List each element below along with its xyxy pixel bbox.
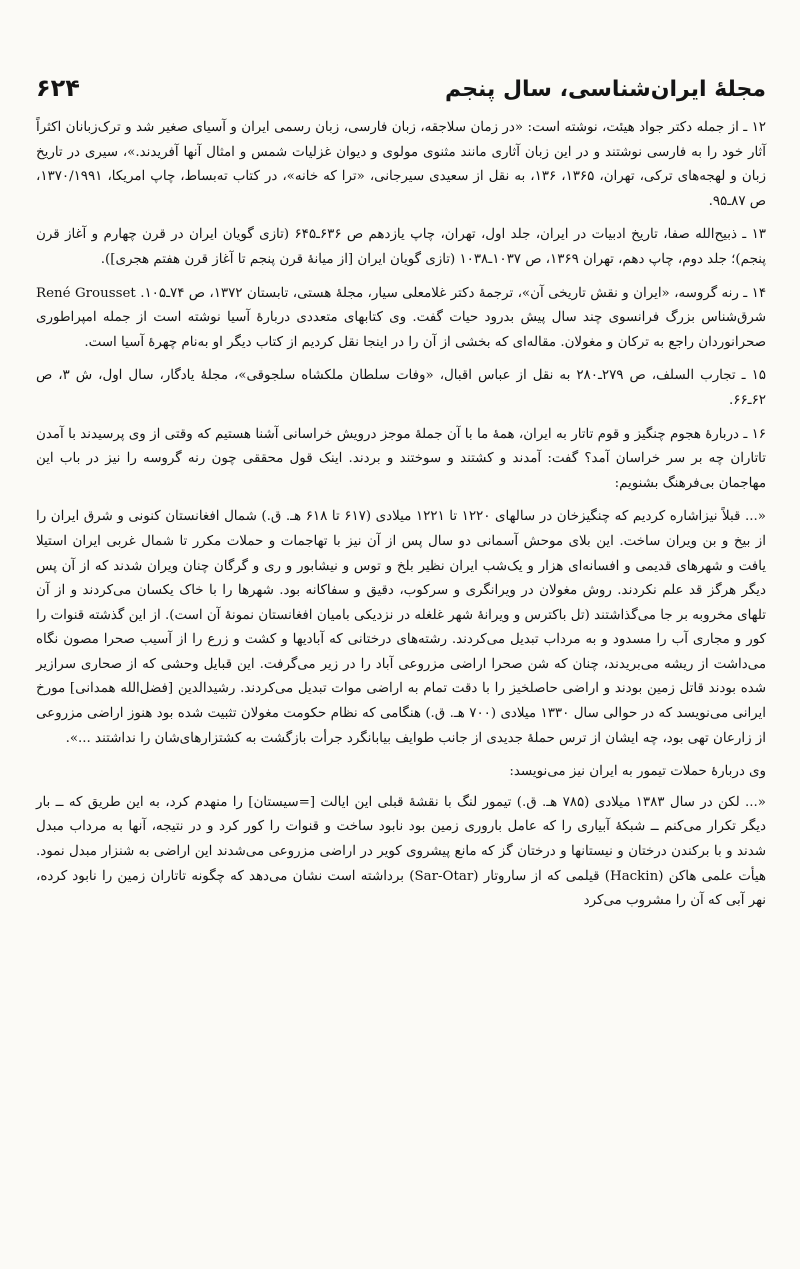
note-13: ۱۳ ـ ذبیح‌الله صفا، تاریخ ادبیات در ایران، جلد اول، تهران، چاپ یازدهم ص ۶۳۶ـ۶۴۵ (تازی گویان ایران در قرن چهارم و آغاز قرن پنجم)؛ جلد دوم، چاپ دهم، تهران ۱۳۶۹، ص ۱۰۳۷ـ۱۰۳۸ (تازی گویان ایران [از میانهٔ قرن پنجم تا آغاز قرن هفتم هجری]). bbox=[36, 227, 766, 267]
grousset-quote-1: «... قبلاً نیزاشاره کردیم که چنگیزخان در سالهای ۱۲۲۰ تا ۱۲۲۱ میلادی (۶۱۷ تا ۶۱۸ هـ. ق.) شمال افغانستان کنونی و شرق ایران را از بیخ و بن ویران ساخت. این بلای موحش آسمانی دو سال پس از آن نیز با تهاجمات و حملات مکرر تا شمال غربی ایران استیلا یافت و شهرهای قدیمی و افسانه‌ای هزار و یک‌شب ایران نظیر بلخ و توس و نیشابور و ری و گرگان چنان ویران شدند که از آن پس دیگر هرگز قد علم نکردند. روش مغولان در ویرانگری و سرکوب، دقیق و سفاکانه بود. شهرها را با خاک یکسان می‌کردند و از آن تلهای مخروبه بر جا می‌گذاشتند (تل باکترس و ویرانهٔ شهر غلغله در نزدیکی بامیان افغانستان نمونهٔ آن است). از این گذشته قنوات را کور و مجاری آب را مسدود و به مرداب تبدیل می‌کردند. رشته‌های درختانی که آبادیها و کشت و زرع را از آسیب صحرا مصون نگاه می‌داشت از ریشه می‌بریدند، چنان که شن صحرا اراضی مزروعی آباد را در زیر می‌گرفت. این قبایل وحشی که از صحاری سرازیر شده بودند قاتل زمین بودند و اراضی حاصلخیز را با دقت تمام به اراضی موات تبدیل می‌کردند. رشیدالدین [فضل‌الله همدانی] مورخ ایرانی می‌نویسد که در حوالی سال ۱۳۳۰ میلادی (۷۰۰ هـ. ق.) هنگامی که نظام حکومت مغولان تثبیت شده بود هنوز اراضی مزروعی از زارعان تهی بود، چه ایشان از ترس حملهٔ جدیدی از جانب طوایف بیابانگرد جرأت بازگشت به کشتزارهای‌شان را نداشتند ...». bbox=[36, 509, 766, 746]
grousset-quote-2: «... لکن در سال ۱۳۸۳ میلادی (۷۸۵ هـ. ق.) تیمور لنگ با نقشهٔ قبلی این ایالت [=سیستان] را منهدم کرد، به این طریق که ــ بار دیگر تکرار می‌کنم ــ شبکهٔ آبیاری را که عامل باروری زمین بود نابود ساخت و قنوات را کور کرد و در نتیجه، آنها به مرداب مبدل شدند و با برکندن درختان و نیستانها و درختان گز که مانع پیشروی کویر در اراضی مزروعی می‌شدند این اراضی به شنزار مبدل نمود. هیأت علمی هاکن (Hackin) قیلمی که از ساروتار (Sar-Otar) برداشته است نشان می‌دهد که چگونه تاتاران زمین را نابود کرده، نهر آبی که آن را مشروب می‌کرد bbox=[36, 794, 766, 909]
note-12: ۱۲ ـ از جمله دکتر جواد هیئت، نوشته است: «در زمان سلاجقه، زبان فارسی، زبان رسمی ایران و آسیای صغیر شد و ترک‌زبانان اکثراً آثار خود را به فارسی نوشتند و در این زبان آثاری مانند مثنوی مولوی و دیوان غزلیات شمس و امثال آنها آفریدند.»، سیری در تاریخ زبان و لهجه‌های ترکی، تهران، ۱۳۶۵، ۱۳۶، به نقل از سعیدی سیرجانی، «ترا که خانه»، در کتاب ته‌بساط، چاپ امریکا، ۱۳۷۰/۱۹۹۱، ص ۸۷ـ۹۵. bbox=[36, 120, 766, 209]
note-16: ۱۶ ـ دربارهٔ هجوم چنگیز و قوم تاتار به ایران، همهٔ ما با آن جملهٔ موجز درویش خراسانی آشنا هستیم که وقتی از وی پرسیدند با آمدن تاتاران چه بر سر خراسان آمد؟ گفت: آمدند و کشتند و سوختند و بردند. اینک قول محققی چون رنه گروسه را نیز در باب این مهاجمان بی‌فرهنگ بشنویم: bbox=[36, 426, 766, 491]
timur-intro-line: وی دربارهٔ حملات تیمور به ایران نیز می‌نویسد: bbox=[509, 764, 766, 780]
page-number: ۶۲۴ bbox=[36, 74, 80, 102]
note-14: ۱۴ ـ رنه گروسه، «ایران و نقش تاریخی آن»، ترجمهٔ دکتر غلامعلی سیار، مجلهٔ هستی، تابستان ۱۳۷۲، ص ۷۴ـ۱۰۵. René Grousset شرق‌شناس بزرگ فرانسوی چند سال پیش بدرود حیات گفت. وی کتابهای متعددی دربارهٔ آسیا نوشته است از جمله امپراطوری صحرانوردان راجع به ترکان و مغولان. مقاله‌ای که بخشی از آن را در اینجا نقل کردیم از کتاب دیگر او به‌نام چهرهٔ آسیا است. bbox=[36, 285, 767, 350]
running-title: مجلهٔ ایران‌شناسی، سال پنجم bbox=[444, 77, 766, 102]
page-body bbox=[36, 116, 766, 914]
note-15: ۱۵ ـ تجارب السلف، ص ۲۷۹ـ۲۸۰ به نقل از عباس اقبال، «وفات سلطان ملکشاه سلجوقی»، مجلهٔ یادگار، سال اول، ش ۳، ص ۶۲ـ۶۶. bbox=[36, 368, 766, 408]
page-header bbox=[36, 62, 766, 102]
